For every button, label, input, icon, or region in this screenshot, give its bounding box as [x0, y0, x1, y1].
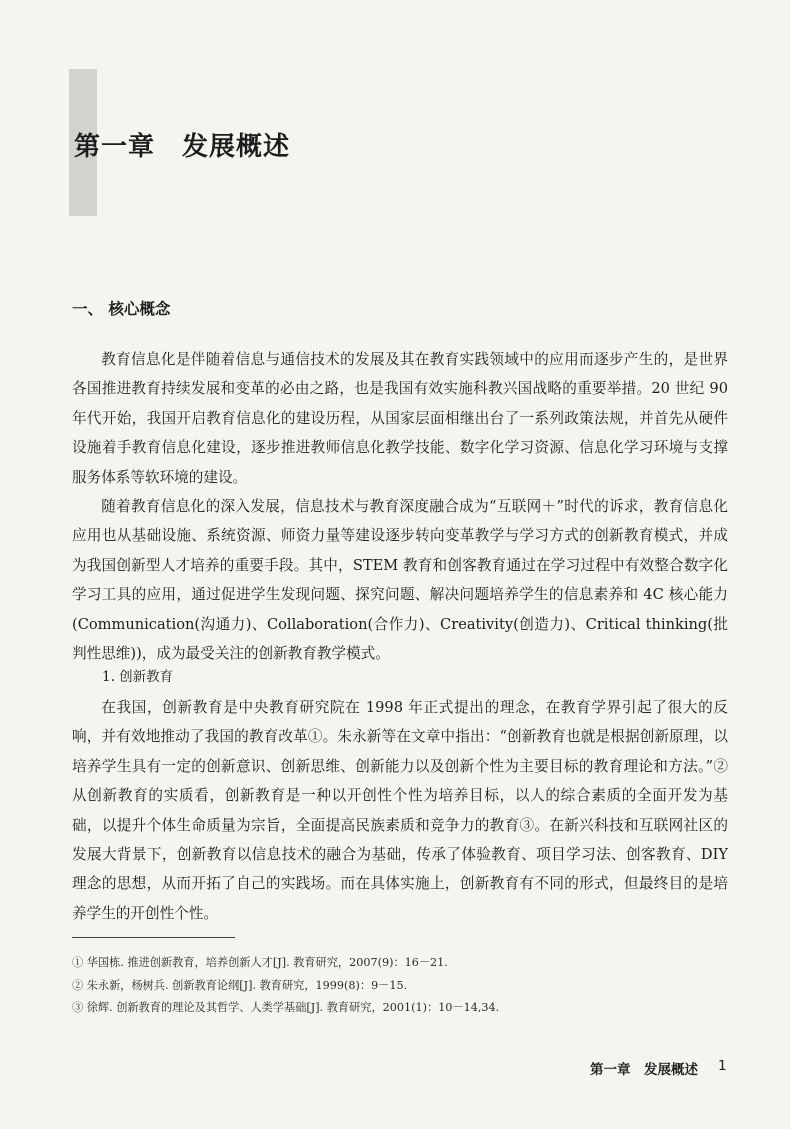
- subsection-heading: 1. 创新教育: [102, 669, 174, 685]
- body-paragraph-2: 随着教育信息化的深入发展，信息技术与教育深度融合成为“互联网＋”时代的诉求，教育信息化应用也从基础设施、系统资源、师资力量等建设逐步转向变革教学与学习方式的创新教育模式，并成为我国创新型人才培养的重要手段。其中，STEM 教育和创客教育通过在学习过程中有效整合数字化学习工具的应用，通过促进学生发现问题、探究问题、解决问题培养学生的信息素养和 4C 核心能力(Communication(沟通力)、Collaboration(合作力)、Creativity(创造力)、Critical thinking(批判性思维))，成为最受关注的创新教育教学模式。: [72, 498, 728, 663]
- footnote-1: ① 华国栋. 推进创新教育，培养创新人才[J]. 教育研究，2007(9)：16－21.: [72, 956, 448, 969]
- running-footer-title: 第一章 发展概述: [590, 1062, 698, 1078]
- footnote-3: ③ 徐辉. 创新教育的理论及其哲学、人类学基础[J]. 教育研究，2001(1)：10－14,34.: [72, 1001, 500, 1014]
- section-heading: 一、 核心概念: [72, 300, 171, 318]
- footnote-2: ② 朱永新，杨树兵. 创新教育论纲[J]. 教育研究，1999(8)：9－15.: [72, 978, 408, 992]
- chapter-title: 第一章 发展概述: [74, 132, 291, 162]
- body-paragraph-3: 在我国，创新教育是中央教育研究院在 1998 年正式提出的理念，在教育学界引起了很大的反响，并有效地推动了我国的教育改革①。朱永新等在文章中指出：“创新教育也就是根据创新原理，以培养学生具有一定的创新意识、创新思维、创新能力以及创新个性为主要目标的教育理论和方法。”②从创新教育的实质看，创新教育是一种以开创性个性为培养目标，以人的综合素质的全面开发为基础，以提升个体生命质量为宗旨，全面提高民族素质和竞争力的教育③。在新兴科技和互联网社区的发展大背景下，创新教育以信息技术的融合为基础，传承了体验教育、项目学习法、创客教育、DIY 理念的思想，从而开拓了自己的实践场。而在具体实施上，创新教育有不同的形式，但最终目的是培养学生的开创性个性。: [72, 699, 728, 922]
- footnote-list: [72, 952, 499, 1020]
- footnote-divider: [72, 937, 235, 938]
- body-paragraph-1: 教育信息化是伴随着信息与通信技术的发展及其在教育实践领域中的应用而逐步产生的，是世界各国推进教育持续发展和变革的必由之路，也是我国有效实施科教兴国战略的重要举措。20 世纪 90 年代开始，我国开启教育信息化的建设历程，从国家层面相继出台了一系列政策法规，并首先从硬件设施着手教育信息化建设，逐步推进教师信息化教学技能、数字化学习资源、信息化学习环境与支撑服务体系等软环境的建设。: [72, 351, 728, 486]
- page-number: 1: [718, 1058, 727, 1074]
